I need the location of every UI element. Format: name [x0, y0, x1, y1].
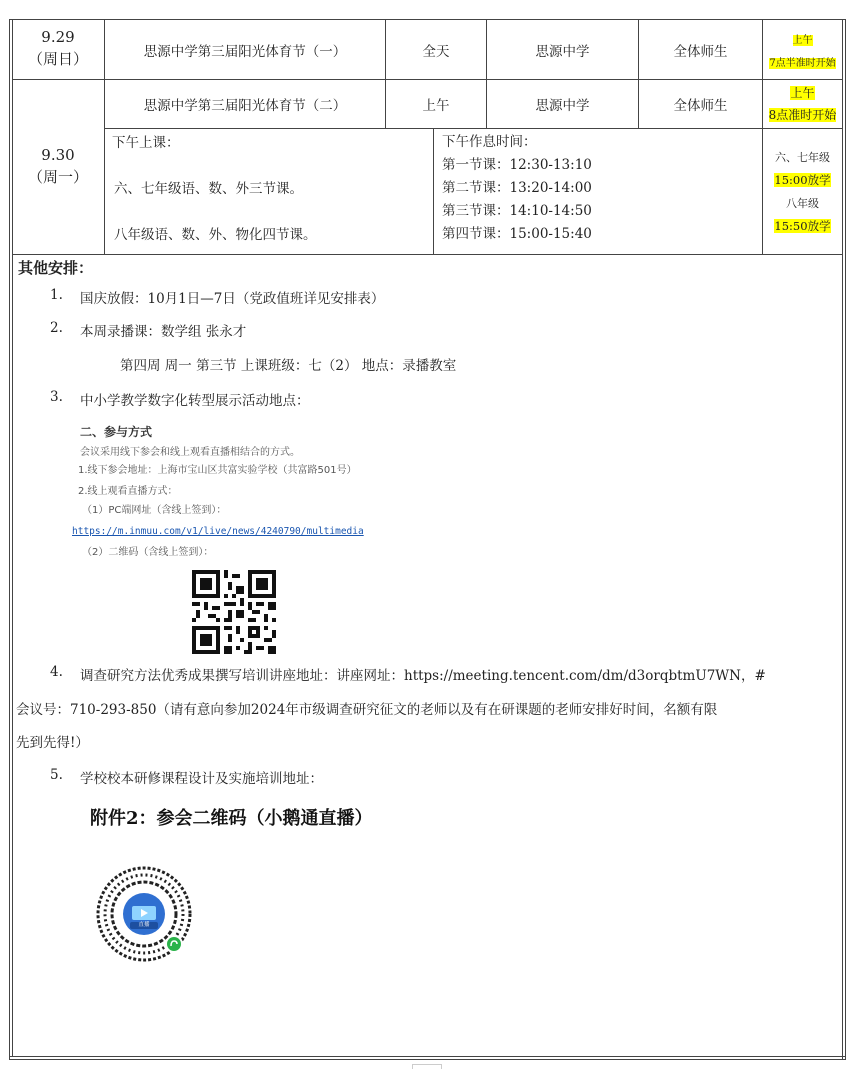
item-4-text: 调查研究方法优秀成果撰写培训讲座地址：讲座网址：https://meeting.tencent.com/dm/d3orqbtmU7WN，#: [80, 668, 766, 684]
afternoon-line1: 六、七年级语、数、外三节课。: [114, 181, 303, 197]
embed-line5: （2）二维码（含线上签到）：: [82, 547, 214, 558]
place-1: 思源中学: [535, 43, 590, 60]
dismissal-cell: [763, 146, 842, 238]
period-4: 第四节课：15:00-15:40: [442, 226, 592, 242]
event-2: 思源中学第三届阳光体育节（二）: [143, 98, 347, 114]
other-heading: 其他安排：: [18, 259, 94, 277]
table-border-bottom-outer: [9, 1059, 846, 1060]
embed-line4: （1）PC端网址（含线上签到）：: [82, 505, 227, 516]
table-border-right-outer: [845, 19, 846, 1059]
period-1: 第一节课：12:30-13:10: [442, 157, 592, 173]
item-4-cont1: 会议号：710-293-850（请有意向参加2024年市级调查研究征文的老师以及有在研课题的老师安排好时间，名额有限: [16, 702, 718, 718]
item-4-cont2: 先到先得!）: [16, 735, 89, 751]
weekday-1: （周日）: [27, 50, 88, 68]
item-2-sub: 第四周 周一 第三节 上课班级：七（2） 地点：录播教室: [120, 358, 457, 374]
mini-program-badge: 直播: [138, 922, 150, 928]
col-divider-afternoon: [433, 128, 434, 254]
period-2: 第二节课：13:20-14:00: [442, 180, 592, 196]
note-cell-1: [763, 28, 842, 74]
time-1: 全天: [422, 43, 450, 60]
item-2-num: 2.: [50, 320, 63, 336]
note-2-line1: 上午: [790, 86, 815, 100]
schedule-title: 下午作息时间：: [442, 134, 537, 150]
item-2-text: 本周录播课：数学组 张永才: [80, 324, 247, 340]
place-2: 思源中学: [535, 98, 590, 114]
dismissal-time67: 15:00放学: [774, 173, 831, 187]
date-1: 9.29: [41, 28, 75, 46]
item-3-text: 中小学教学数字化转型展示活动地点：: [80, 393, 310, 409]
item-1-num: 1.: [50, 287, 63, 303]
row-divider-3: [12, 254, 843, 255]
item-1-text: 国庆放假：10月1日—7日（党政值班详见安排表）: [80, 291, 385, 307]
table-border-bottom: [9, 1056, 846, 1057]
row-divider-2: [104, 128, 843, 129]
time-2: 上午: [422, 98, 450, 114]
embed-line1: 会议采用线下参会和线上观看直播相结合的方式。: [80, 447, 300, 458]
dismissal-grade8: 八年级: [786, 197, 819, 210]
people-2: 全体师生: [673, 98, 728, 114]
date-cell-1: [12, 26, 104, 70]
item-4-num: 4.: [50, 664, 63, 680]
item-5-num: 5.: [50, 767, 63, 783]
date-cell-2: [12, 144, 104, 188]
attachment-title: 附件2：参会二维码（小鹅通直播）: [90, 808, 373, 829]
date-2: 9.30: [41, 146, 75, 164]
afternoon-title: 下午上课：: [112, 135, 180, 151]
item-5-text: 学校校本研修课程设计及实施培训地址：: [80, 771, 323, 787]
mini-program-code-icon: [94, 864, 194, 964]
schedule-block: [442, 131, 592, 246]
qr-code-icon: [192, 570, 276, 654]
embed-line2: 1.线下参会地址：上海市宝山区共富实验学校（共富路501号）: [78, 465, 357, 476]
note-1-line1: 上午: [792, 35, 813, 46]
period-3: 第三节课：14:10-14:50: [442, 203, 592, 219]
embed-url-link[interactable]: https://m.inmuu.com/v1/live/news/4240790/multimedia: [72, 526, 364, 537]
dismissal-time8: 15:50放学: [774, 219, 831, 233]
page-break-marker: [412, 1064, 442, 1069]
weekday-2: （周一）: [27, 168, 88, 186]
embedded-notice-image: [72, 420, 402, 660]
table-border-left: [9, 19, 10, 1059]
mini-program-code: [94, 864, 194, 964]
afternoon-line2: 八年级语、数、外、物化四节课。: [114, 227, 317, 243]
embed-heading: 二、参与方式: [80, 425, 153, 439]
note-2-line2: 8点准时开始: [768, 108, 837, 122]
embed-line3: 2.线上观看直播方式：: [78, 486, 178, 497]
event-1: 思源中学第三届阳光体育节（一）: [143, 43, 347, 60]
people-1: 全体师生: [673, 43, 728, 60]
note-cell-2: [763, 82, 842, 126]
table-border-right: [842, 19, 843, 1059]
dismissal-grade67: 六、七年级: [775, 151, 830, 164]
item-3-num: 3.: [50, 389, 63, 405]
note-1-line2: 7点半准时开始: [769, 58, 836, 69]
